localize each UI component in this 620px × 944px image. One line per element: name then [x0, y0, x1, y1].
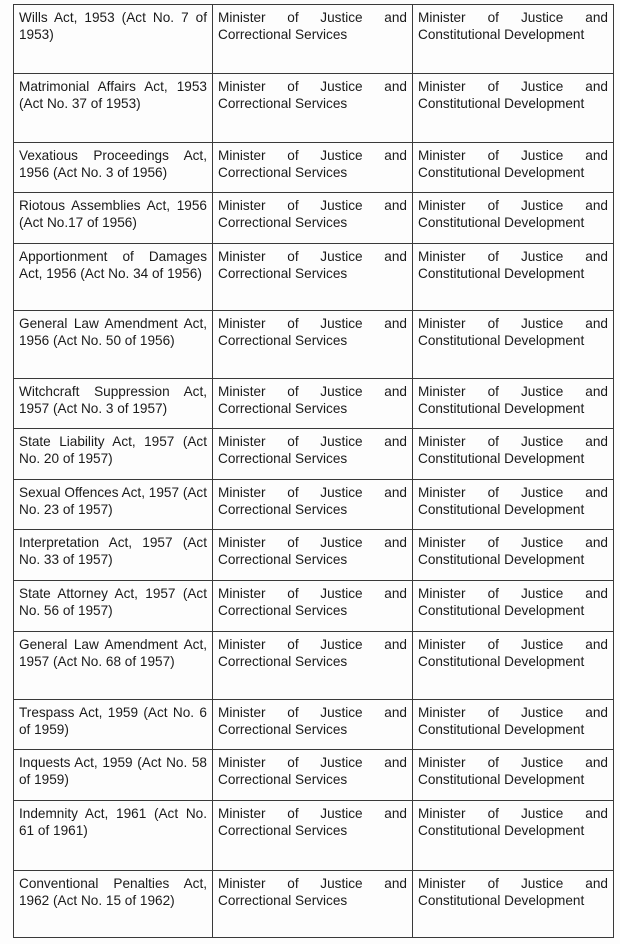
act-name-cell: Interpretation Act, 1957 (Act No. 33 of 1957) — [14, 530, 213, 581]
table-row — [14, 530, 614, 581]
administered-by-cell: Minister of Justice and Correctional Services — [213, 700, 413, 750]
table-row — [14, 244, 614, 311]
assigned-to-cell: Minister of Justice and Constitutional Development — [413, 700, 614, 750]
assigned-to-cell: Minister of Justice and Constitutional Development — [413, 74, 614, 143]
act-name-cell: General Law Amendment Act, 1957 (Act No. 68 of 1957) — [14, 632, 213, 700]
table-row — [14, 801, 614, 871]
administered-by-cell: Minister of Justice and Correctional Services — [213, 871, 413, 938]
act-name-cell: Conventional Penalties Act, 1962 (Act No. 15 of 1962) — [14, 871, 213, 938]
table-row — [14, 379, 614, 429]
assigned-to-cell: Minister of Justice and Constitutional Development — [413, 5, 614, 74]
administered-by-cell: Minister of Justice and Correctional Services — [213, 193, 413, 244]
administered-by-cell: Minister of Justice and Correctional Services — [213, 530, 413, 581]
assigned-to-cell: Minister of Justice and Constitutional Development — [413, 311, 614, 379]
assigned-to-cell: Minister of Justice and Constitutional Development — [413, 244, 614, 311]
assigned-to-cell: Minister of Justice and Constitutional Development — [413, 530, 614, 581]
assigned-to-cell: Minister of Justice and Constitutional Development — [413, 379, 614, 429]
administered-by-cell: Minister of Justice and Correctional Services — [213, 311, 413, 379]
administered-by-cell: Minister of Justice and Correctional Services — [213, 429, 413, 480]
assigned-to-cell: Minister of Justice and Constitutional Development — [413, 193, 614, 244]
acts-table-body — [14, 5, 614, 938]
administered-by-cell: Minister of Justice and Correctional Services — [213, 801, 413, 871]
assigned-to-cell: Minister of Justice and Constitutional Development — [413, 801, 614, 871]
administered-by-cell: Minister of Justice and Correctional Services — [213, 74, 413, 143]
assigned-to-cell: Minister of Justice and Constitutional Development — [413, 143, 614, 193]
table-row — [14, 5, 614, 74]
assigned-to-cell: Minister of Justice and Constitutional Development — [413, 750, 614, 801]
administered-by-cell: Minister of Justice and Correctional Services — [213, 480, 413, 530]
administered-by-cell: Minister of Justice and Correctional Services — [213, 143, 413, 193]
act-name-cell: State Liability Act, 1957 (Act No. 20 of 1957) — [14, 429, 213, 480]
administered-by-cell: Minister of Justice and Correctional Services — [213, 632, 413, 700]
assigned-to-cell: Minister of Justice and Constitutional Development — [413, 480, 614, 530]
act-name-cell: Apportionment of Damages Act, 1956 (Act No. 34 of 1956) — [14, 244, 213, 311]
administered-by-cell: Minister of Justice and Correctional Services — [213, 581, 413, 632]
table-row — [14, 581, 614, 632]
act-name-cell: Indemnity Act, 1961 (Act No. 61 of 1961) — [14, 801, 213, 871]
administered-by-cell: Minister of Justice and Correctional Services — [213, 5, 413, 74]
administered-by-cell: Minister of Justice and Correctional Services — [213, 379, 413, 429]
table-row — [14, 74, 614, 143]
table-row — [14, 429, 614, 480]
act-name-cell: Matrimonial Affairs Act, 1953 (Act No. 37 of 1953) — [14, 74, 213, 143]
table-row — [14, 871, 614, 938]
table-row — [14, 700, 614, 750]
act-name-cell: Sexual Offences Act, 1957 (Act No. 23 of 1957) — [14, 480, 213, 530]
table-row — [14, 311, 614, 379]
table-row — [14, 632, 614, 700]
act-name-cell: General Law Amendment Act, 1956 (Act No. 50 of 1956) — [14, 311, 213, 379]
act-name-cell: Trespass Act, 1959 (Act No. 6 of 1959) — [14, 700, 213, 750]
act-name-cell: Vexatious Proceedings Act, 1956 (Act No. 3 of 1956) — [14, 143, 213, 193]
assigned-to-cell: Minister of Justice and Constitutional Development — [413, 581, 614, 632]
act-name-cell: Wills Act, 1953 (Act No. 7 of 1953) — [14, 5, 213, 74]
assigned-to-cell: Minister of Justice and Constitutional Development — [413, 632, 614, 700]
assigned-to-cell: Minister of Justice and Constitutional Development — [413, 871, 614, 938]
table-row — [14, 750, 614, 801]
table-row — [14, 480, 614, 530]
acts-table — [13, 4, 614, 938]
administered-by-cell: Minister of Justice and Correctional Services — [213, 750, 413, 801]
act-name-cell: Witchcraft Suppression Act, 1957 (Act No. 3 of 1957) — [14, 379, 213, 429]
act-name-cell: Riotous Assemblies Act, 1956 (Act No.17 of 1956) — [14, 193, 213, 244]
act-name-cell: Inquests Act, 1959 (Act No. 58 of 1959) — [14, 750, 213, 801]
assigned-to-cell: Minister of Justice and Constitutional Development — [413, 429, 614, 480]
administered-by-cell: Minister of Justice and Correctional Services — [213, 244, 413, 311]
act-name-cell: State Attorney Act, 1957 (Act No. 56 of 1957) — [14, 581, 213, 632]
table-row — [14, 143, 614, 193]
table-row — [14, 193, 614, 244]
